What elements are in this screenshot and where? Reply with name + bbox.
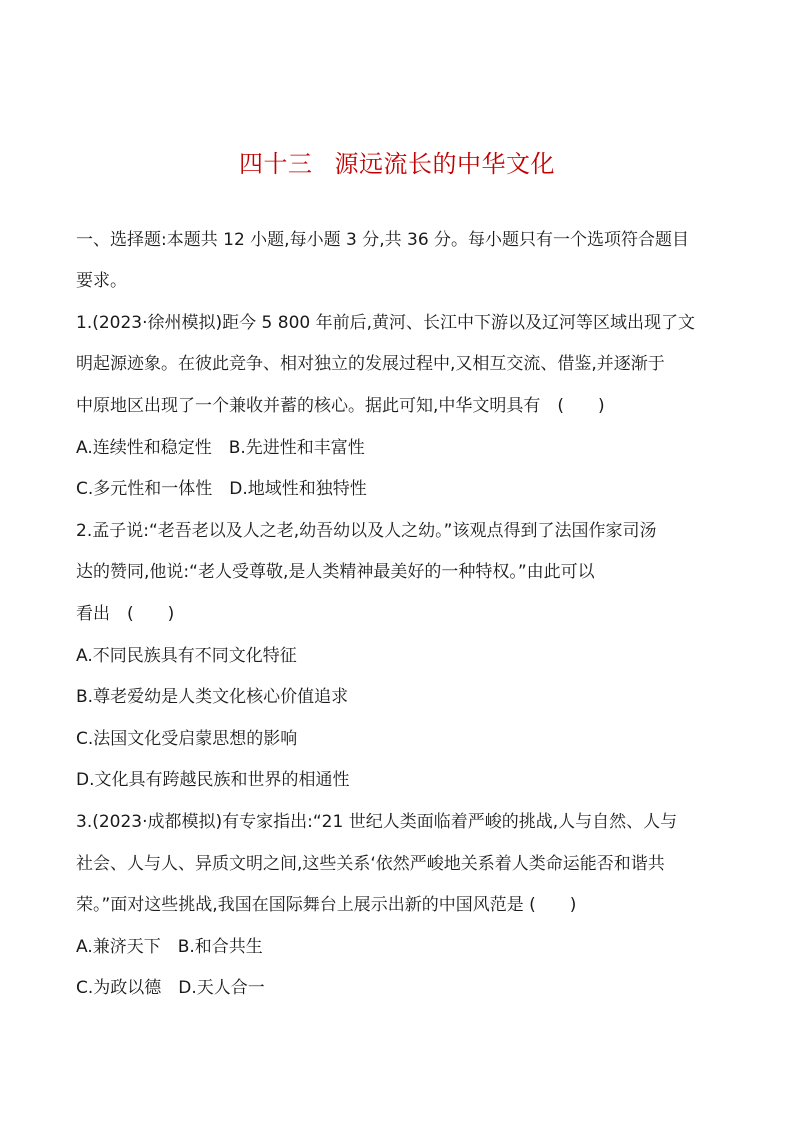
q3-stem-line-3: 荣。”面对这些挑战,我国在国际舞台上展示出新的中国风范是 ( ) xyxy=(76,895,577,915)
title-number: 四十三 xyxy=(239,150,313,178)
page-title xyxy=(0,144,794,179)
section-instruction-line-1: 一、选择题:本题共 12 小题,每小题 3 分,共 36 分。每小题只有一个选项符合题目 xyxy=(76,230,690,250)
q1-options-line-1: A.连续性和稳定性 B.先进性和丰富性 xyxy=(76,438,365,458)
q3-stem-line-1: 3.(2023·成都模拟)有专家指出:“21 世纪人类面临着严峻的挑战,人与自然、人与 xyxy=(76,812,678,832)
q1-stem-line-2: 明起源迹象。在彼此竞争、相对独立的发展过程中,又相互交流、借鉴,并逐渐于 xyxy=(76,354,665,374)
q1-stem-line-1: 1.(2023·徐州模拟)距今 5 800 年前后,黄河、长江中下游以及辽河等区域出现了文 xyxy=(76,313,696,333)
q2-option-a: A.不同民族具有不同文化特征 xyxy=(76,646,297,666)
q3-stem-line-2: 社会、人与人、异质文明之间,这些关系‘依然严峻地关系着人类命运能否和谐共 xyxy=(76,854,665,874)
q2-option-b: B.尊老爱幼是人类文化核心价值追求 xyxy=(76,687,349,707)
section-instruction-line-2: 要求。 xyxy=(76,271,127,291)
title-text: 源远流长的中华文化 xyxy=(334,150,555,178)
q2-stem-line-2: 达的赞同,他说:“老人受尊敬,是人类精神最美好的一种特权。”由此可以 xyxy=(76,562,595,582)
q2-stem-line-3: 看出 ( ) xyxy=(76,604,175,624)
q1-options-line-2: C.多元性和一体性 D.地域性和独特性 xyxy=(76,479,367,499)
q2-option-c: C.法国文化受启蒙思想的影响 xyxy=(76,729,298,749)
q2-option-d: D.文化具有跨越民族和世界的相通性 xyxy=(76,770,350,790)
q3-options-line-1: A.兼济天下 B.和合共生 xyxy=(76,937,263,957)
q1-stem-line-3: 中原地区出现了一个兼收并蓄的核心。据此可知,中华文明具有 ( ) xyxy=(76,396,605,416)
q2-stem-line-1: 2.孟子说:“老吾老以及人之老,幼吾幼以及人之幼。”该观点得到了法国作家司汤 xyxy=(76,521,657,541)
q3-options-line-2: C.为政以德 D.天人合一 xyxy=(76,978,265,998)
